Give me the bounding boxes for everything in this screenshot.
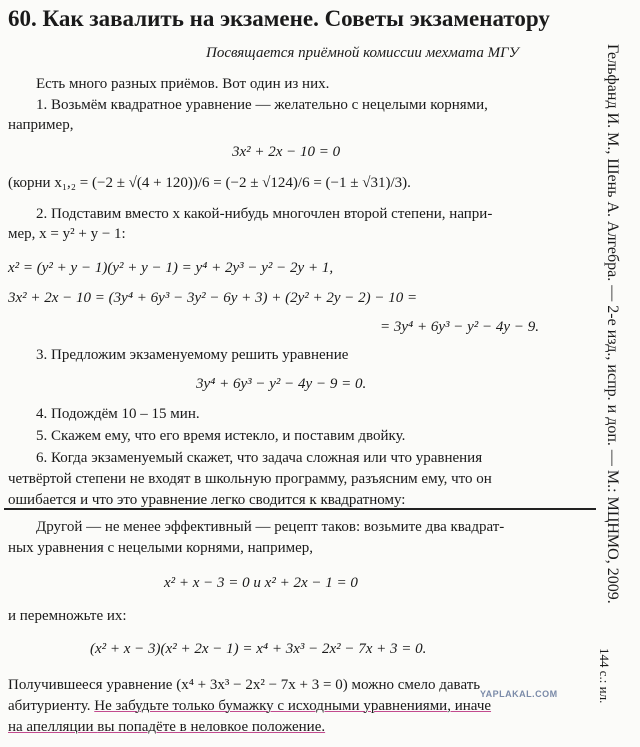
equation-quartic: 3y⁴ + 6y³ − y² − 4y − 9 = 0. <box>196 376 367 392</box>
step-5-line: 5. Скажем ему, что его время истекло, и поставим двойку. <box>36 428 406 444</box>
side-page-count: 144 с.: ил. <box>597 648 612 704</box>
conclusion-line-1: Получившееся уравнение (x⁴ + 3x³ − 2x² − 7x + 3 = 0) можно смело давать <box>8 677 481 693</box>
underlined-appeal: на апелляции <box>8 719 98 735</box>
step-3-line: 3. Предложим экзаменуемому решить уравнение <box>36 347 349 363</box>
conclusion-text: абитуриенту. <box>8 698 95 714</box>
equation-expansion-result: = 3y⁴ + 6y³ − y² − 4y − 9. <box>380 319 539 335</box>
multiply-line: и перемножьте их: <box>8 608 127 624</box>
equation-pair: x² + x − 3 = 0 и x² + 2x − 1 = 0 <box>164 575 358 591</box>
step-2-line: 2. Подставим вместо x какой-нибудь многочлен второй степени, напри- <box>36 206 493 222</box>
paragraph-intro: Есть много разных приёмов. Вот один из них. <box>36 76 330 92</box>
section-divider <box>4 508 596 510</box>
step-2-line-cont: мер, x = y² + y − 1: <box>8 226 126 242</box>
equation-product: (x² + x − 3)(x² + 2x − 1) = x⁴ + 3x³ − 2x² − 7x + 3 = 0. <box>90 641 427 657</box>
equation-expansion: 3x² + 2x − 10 = (3y⁴ + 6y³ − 3y² − 6y + 3) + (2y² + 2y − 2) − 10 = <box>8 290 418 306</box>
side-citation: Гельфанд И. М., Шень А. Алгебра. — 2-е изд., испр. и доп. — М.: МЦНМО, 2009. <box>604 44 621 604</box>
underlined-outcome: вы попадёте в неловкое положение. <box>97 719 326 735</box>
dedication: Посвящается приёмной комиссии мехмата МГУ <box>206 45 519 61</box>
equation-substitution: x² = (y² + y − 1)(y² + y − 1) = y⁴ + 2y³ − y² − 2y + 1, <box>8 260 334 276</box>
step-6-line-cont-1: четвёртой степени не входят в школьную программу, разъясним ему, что он <box>8 471 492 487</box>
recipe-2-line: Другой — не менее эффективный — рецепт таков: возьмите два квадрат- <box>36 519 505 535</box>
step-6-line-cont-2: ошибается и что это уравнение легко сводится к квадратному: <box>8 492 406 508</box>
step-1-line-cont: например, <box>8 117 74 133</box>
page-title: 60. Как завалить на экзамене. Советы экзаменатору <box>8 6 550 31</box>
equation-quadratic: 3x² + 2x − 10 = 0 <box>232 144 341 160</box>
watermark: YAPLAKAL.COM <box>480 689 558 699</box>
equation-roots: (корни x₁,₂ = (−2 ± √(4 + 120))/6 = (−2 ± √124)/6 = (−1 ± √31)/3). <box>8 175 411 191</box>
step-6-line: 6. Когда экзаменуемый скажет, что задача сложная или что уравнения <box>36 450 483 466</box>
recipe-2-line-cont: ных уравнения с нецелыми корнями, например, <box>8 540 314 556</box>
underlined-warning: Не забудьте только бумажку с исходными уравнениями, иначе <box>94 698 492 714</box>
step-4-line: 4. Подождём 10 – 15 мин. <box>36 406 200 422</box>
conclusion-line-2 <box>8 697 491 715</box>
conclusion-line-3 <box>8 718 325 736</box>
step-1-line: 1. Возьмём квадратное уравнение — желательно с нецелыми корнями, <box>36 97 488 113</box>
